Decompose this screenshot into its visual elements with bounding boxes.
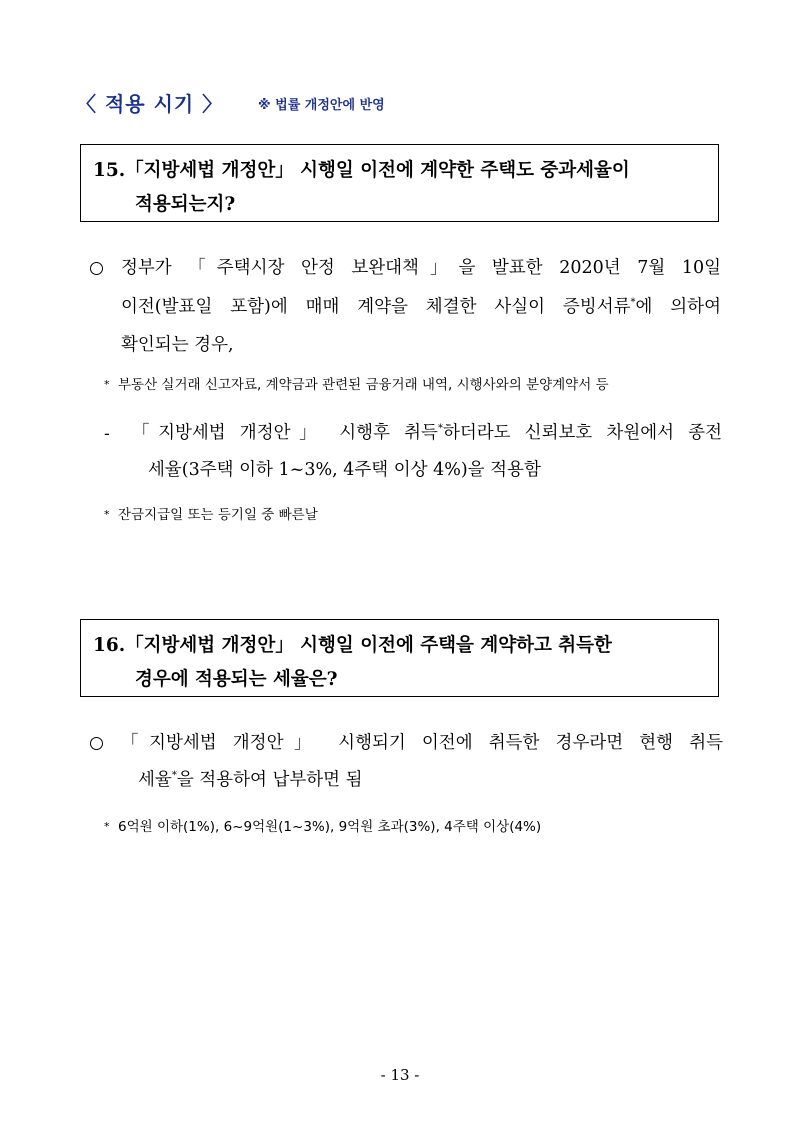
- footnote-star: *: [104, 378, 110, 391]
- q16-answer-line1: 「지방세법 개정안」 시행되기 이전에 취득한 경우라면 현행 취득: [121, 733, 723, 753]
- question-16-box: [80, 619, 719, 697]
- footnote-star: *: [104, 508, 110, 521]
- q15-footnote: 부동산 실거래 신고자료, 계약금과 관련된 금융거래 내역, 시행사와의 분양계약서 등: [118, 377, 609, 393]
- question-16-line2: 경우에 적용되는 세율은?: [135, 669, 338, 690]
- question-16-line1: 16.「지방세법 개정안」 시행일 이전에 주택을 계약하고 취득한: [93, 635, 612, 656]
- q15-sub-line2: 세율(3주택 이하 1~3%, 4주택 이상 4%)을 적용함: [148, 460, 541, 480]
- question-15-box: [80, 144, 719, 222]
- q15-answer-line1: 정부가 「주택시장 안정 보완대책」을 발표한 2020년 7월 10일: [121, 258, 721, 278]
- question-15-line1: 15.「지방세법 개정안」 시행일 이전에 계약한 주택도 중과세율이: [93, 160, 630, 181]
- page-number: - 13 -: [380, 1066, 420, 1084]
- section-heading: 〈 적용 시기 〉: [76, 92, 224, 116]
- q15-answer-line2: 이전(발표일 포함)에 매매 계약을 체결한 사실이 증빙서류*에 의하여: [121, 297, 721, 317]
- q16-footnote: 6억원 이하(1%), 6~9억원(1~3%), 9억원 초과(3%), 4주택 이상(4%): [118, 819, 542, 835]
- circle-bullet-icon: [90, 262, 103, 275]
- section-note: ※ 법률 개정안에 반영: [258, 98, 385, 113]
- q15-answer-line3: 확인되는 경우,: [121, 335, 234, 355]
- dash-bullet: -: [104, 424, 110, 444]
- circle-bullet-icon: [90, 737, 103, 750]
- question-15-line2: 적용되는지?: [135, 194, 236, 215]
- q16-answer-line2: 세율*을 적용하여 납부하면 됨: [138, 770, 363, 790]
- q15-sub-line1: 「지방세법 개정안」 시행후 취득*하더라도 신뢰보호 차원에서 종전: [132, 423, 722, 443]
- footnote-star: *: [104, 820, 110, 833]
- q15-sub-footnote: 잔금지급일 또는 등기일 중 빠른날: [118, 507, 318, 523]
